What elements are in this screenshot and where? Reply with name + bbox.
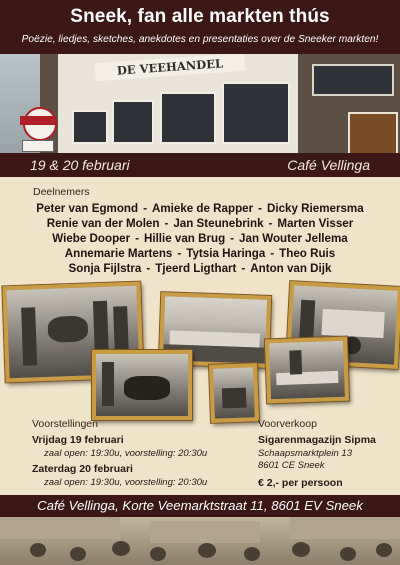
photo-upper-window: [312, 64, 394, 96]
crowd-building: [290, 517, 400, 539]
performance-times: zaal open: 19:30u, voorstelling: 20:30u: [44, 448, 208, 459]
crowd-person: [30, 543, 46, 557]
participant-name: Jan Steunebrink: [173, 217, 264, 230]
market-photo: [92, 350, 192, 420]
photo-figure: [47, 315, 88, 342]
photo-cow: [124, 376, 170, 400]
crowd-building: [150, 521, 260, 543]
participants-heading: Deelnemers: [33, 186, 90, 198]
performances-heading: Voorstellingen: [32, 418, 98, 430]
participant-row: Wiebe Dooper - Hillie van Brug - Jan Wouter Jellema: [52, 232, 348, 245]
enamel-sign-band: [20, 116, 56, 125]
photo-figure: [102, 362, 114, 406]
event-date: 19 & 20 februari: [30, 157, 130, 173]
crowd-person: [150, 547, 166, 561]
crowd-photo: [0, 517, 400, 565]
building-sign: DE VEEHANDEL: [95, 54, 246, 81]
participant-name: Sonja Fijlstra: [68, 262, 142, 275]
photo-window: [112, 100, 154, 144]
poster-subtitle: Poëzie, liedjes, sketches, anekdotes en presentaties over de Sneeker markten!: [21, 34, 379, 45]
performance-day: Vrijdag 19 februari: [32, 434, 124, 446]
presale-heading: Voorverkoop: [258, 418, 317, 430]
performance-times: zaal open: 19:30u, voorstelling: 20:30u: [44, 477, 208, 488]
participant-row: Peter van Egmond - Amieke de Rapper - Dicky Riemersma: [36, 202, 364, 215]
photo-door: [348, 112, 398, 153]
ticket-price: € 2,- per persoon: [258, 477, 343, 489]
performance-day: Zaterdag 20 februari: [32, 463, 133, 475]
market-photo: [209, 363, 259, 423]
participant-name: Peter van Egmond: [36, 202, 139, 215]
participant-row: Annemarie Martens - Tytsia Haringa - Theo Ruis: [64, 247, 336, 260]
photo-window: [222, 82, 290, 144]
enamel-sign-plate: [22, 140, 54, 152]
presale-shop: Sigarenmagazijn Sipma: [258, 434, 376, 446]
participant-row: Sonja Fijlstra - Tjeerd Ligthart - Anton van Dijk: [68, 262, 332, 275]
participant-name: Tytsia Haringa: [186, 247, 266, 260]
event-venue: Café Vellinga: [287, 157, 370, 173]
poster-title: Sneek, fan alle markten thús: [70, 6, 330, 27]
photo-stall: [276, 371, 338, 385]
presale-postcode: 8601 CE Sneek: [258, 460, 325, 471]
participant-row: Renie van der Molen - Jan Steunebrink - Marten Visser: [46, 217, 354, 230]
participant-name: Renie van der Molen: [46, 217, 160, 230]
crowd-person: [112, 541, 130, 556]
photo-window: [160, 92, 216, 144]
photo-cart: [321, 309, 384, 338]
photo-figure: [21, 307, 37, 365]
crowd-person: [340, 547, 356, 561]
crowd-person: [292, 542, 310, 557]
market-photo: [265, 337, 349, 404]
participant-name: Amieke de Rapper: [151, 202, 254, 215]
photo-window: [72, 110, 108, 144]
crowd-person: [244, 547, 260, 561]
photo-tone: [269, 341, 345, 400]
participant-name: Dicky Riemersma: [267, 202, 364, 215]
participant-name: Theo Ruis: [279, 247, 336, 260]
presale-address: Schaapsmarktplein 13: [258, 448, 352, 459]
crowd-person: [198, 543, 216, 558]
participant-name: Jan Wouter Jellema: [239, 232, 348, 245]
crowd-person: [70, 547, 86, 561]
building-photo: [0, 54, 400, 153]
participant-name: Annemarie Martens: [64, 247, 173, 260]
participant-name: Marten Visser: [277, 217, 354, 230]
photo-figure: [222, 388, 247, 409]
participant-name: Hillie van Brug: [143, 232, 226, 245]
venue-address: Café Vellinga, Korte Veemarktstraat 11, 8601 EV Sneek: [37, 498, 363, 513]
crowd-building: [0, 517, 120, 539]
participant-name: Wiebe Dooper: [52, 232, 131, 245]
crowd-person: [376, 543, 392, 557]
participant-name: Anton van Dijk: [250, 262, 332, 275]
photo-figure: [289, 350, 302, 374]
participant-name: Tjeerd Ligthart: [155, 262, 237, 275]
